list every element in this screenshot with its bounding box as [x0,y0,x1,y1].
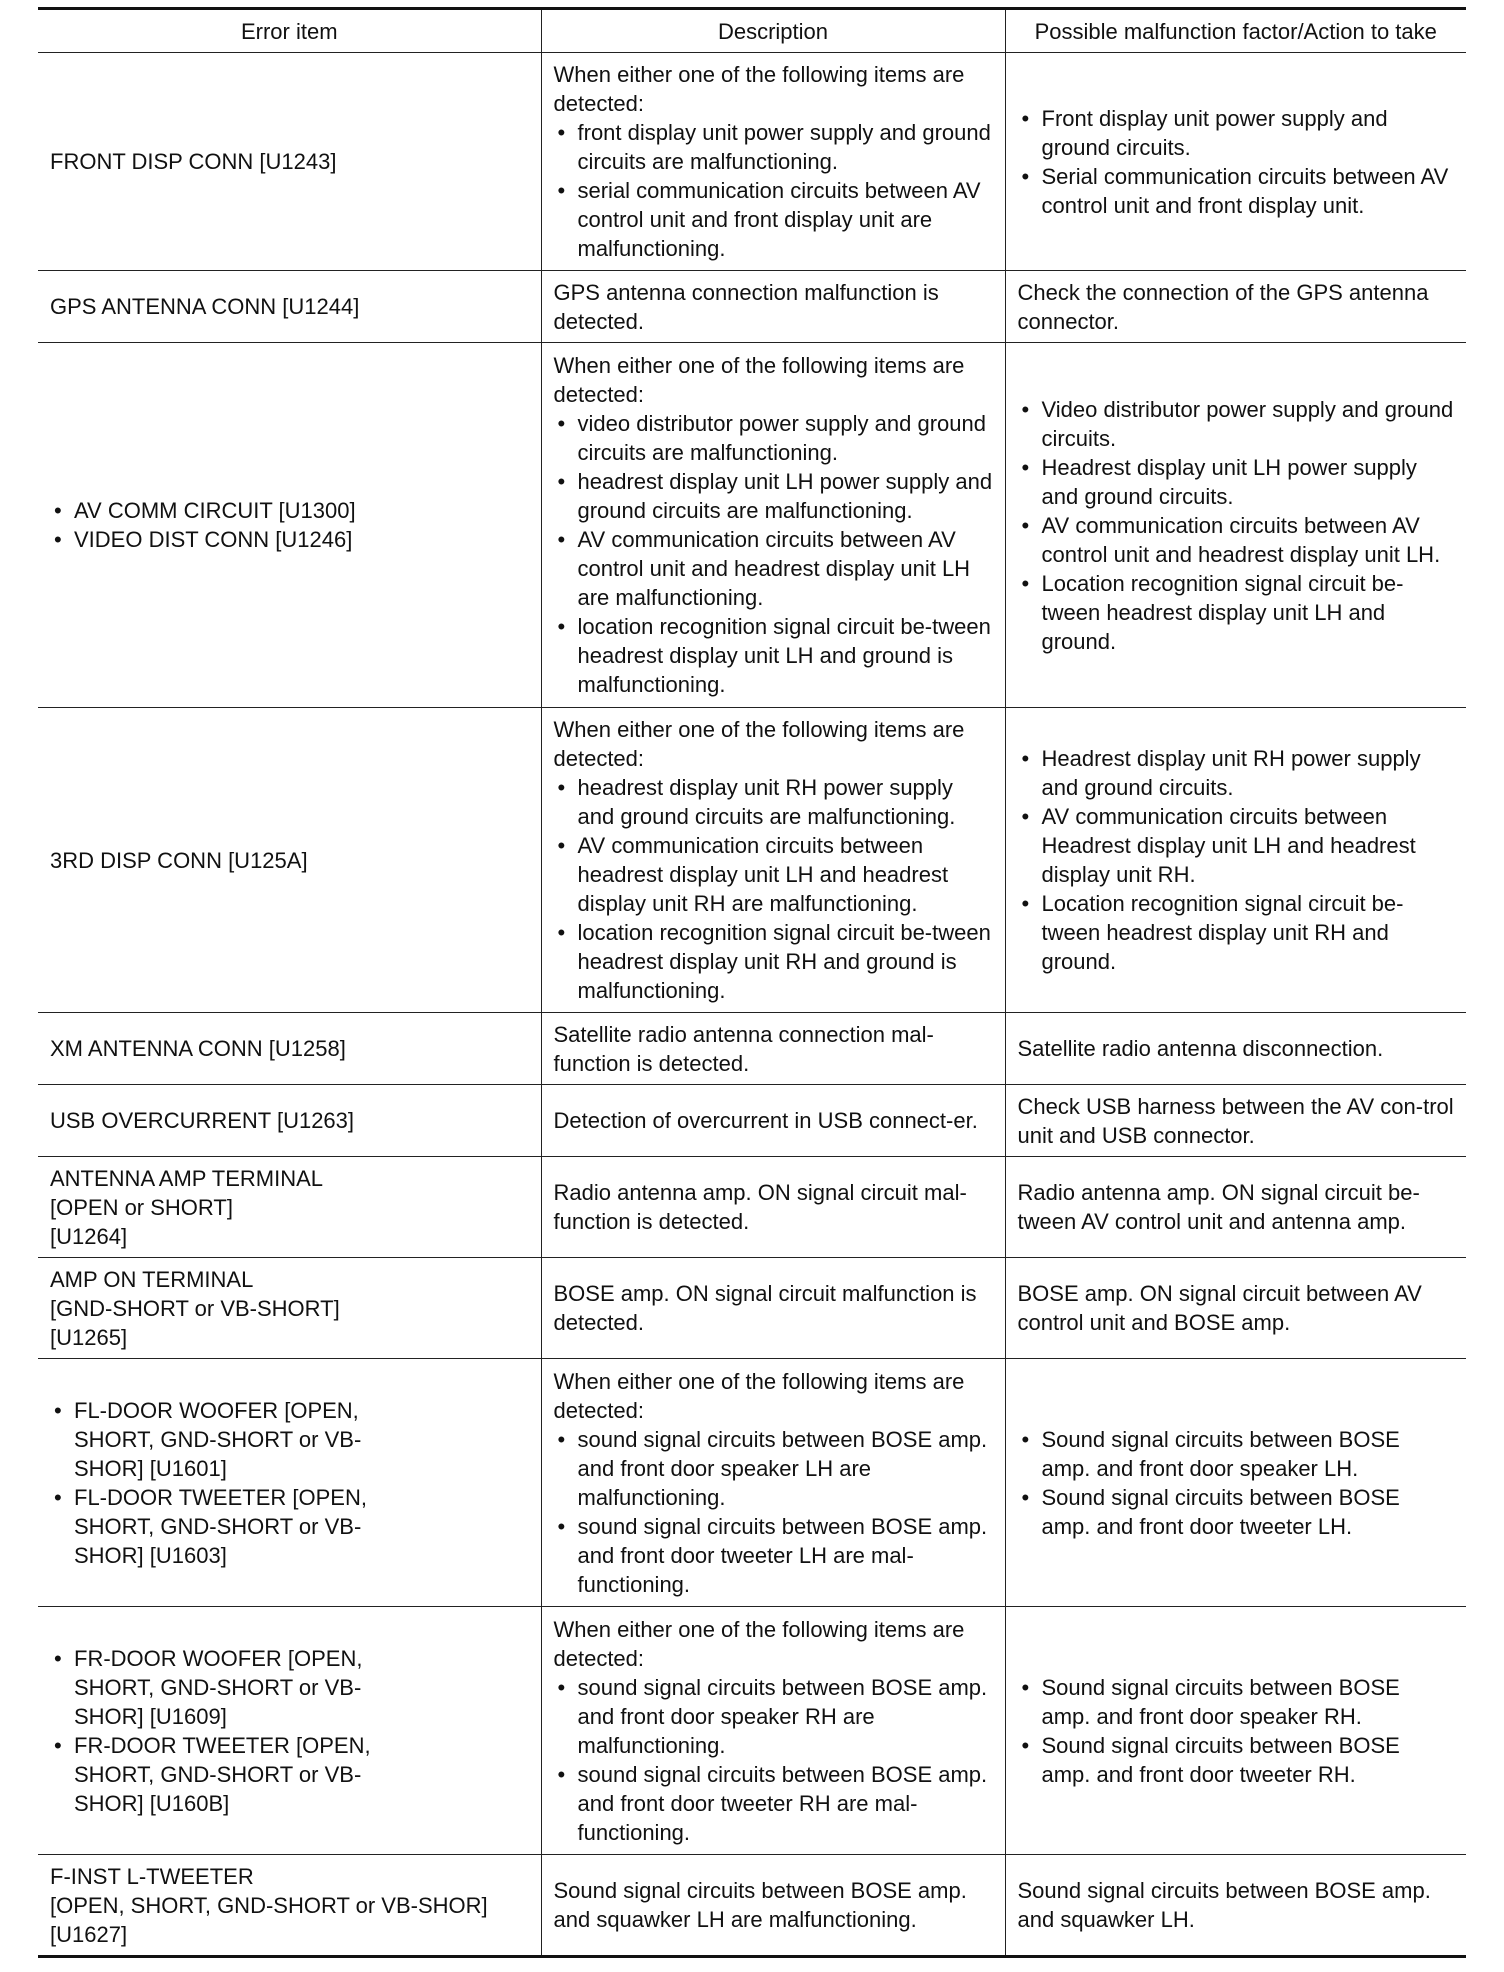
description-text: When either one of the following items are detected: [553,1616,965,1671]
list-item: • FR-DOOR WOOFER [OPEN, SHORT, GND-SHORT or VB-SHOR] [U1609] [50,1644,411,1731]
error-item-line: [U1264] [50,1223,128,1249]
list-item: • Sound signal circuits between BOSE amp. and front door tweeter LH. [1018,1483,1455,1541]
table-row [38,1855,1466,1957]
action-bullets [1018,744,1455,976]
error-item-line: XM ANTENNA CONN [U1258] [50,1036,346,1061]
description-bullets [554,409,993,699]
description-text: GPS antenna connection malfunction is detected. [553,279,939,334]
description-text: Radio antenna amp. ON signal circuit mal-function is detected. [553,1180,967,1234]
description-cell [541,1258,1005,1359]
action-cell [1005,53,1466,271]
list-item: • Video distributor power supply and ground circuits. [1018,395,1455,453]
action-bullets [1018,395,1455,656]
list-item: • sound signal circuits between BOSE amp. and front door speaker LH are malfunctioning. [554,1425,993,1512]
description-cell [541,1359,1005,1607]
description-cell [541,271,1005,343]
error-item-line: F-INST L-TWEETER [50,1863,254,1889]
list-item: • FL-DOOR WOOFER [OPEN, SHORT, GND-SHORT or VB-SHOR] [U1601] [50,1396,411,1483]
action-bullets [1018,1673,1455,1789]
error-item-line: [OPEN or SHORT] [50,1194,233,1220]
list-item: • Serial communication circuits between AV control unit and front display unit. [1018,162,1455,220]
action-cell [1005,1855,1466,1957]
error-item-cell [38,1855,541,1957]
list-item: • Headrest display unit RH power supply and ground circuits. [1018,744,1455,802]
list-item: • Headrest display unit LH power supply and ground circuits. [1018,453,1455,511]
error-item-line: 3RD DISP CONN [U125A] [50,847,308,873]
error-item-cell [38,1359,541,1607]
action-text: Satellite radio antenna disconnection. [1017,1036,1384,1061]
error-item-cell [38,1085,541,1157]
error-item-table [38,7,1466,1958]
action-cell [1005,271,1466,343]
list-item: • AV communication circuits between headrest display unit LH and headrest display unit RH are malfunctioning. [554,831,993,918]
action-bullets [1018,1425,1455,1541]
description-cell [541,1157,1005,1258]
description-cell [541,708,1005,1013]
description-text: Detection of overcurrent in USB connect-er. [553,1108,978,1133]
list-item: • Sound signal circuits between BOSE amp. and front door tweeter RH. [1018,1731,1455,1789]
list-item: • Location recognition signal circuit be-tween headrest display unit LH and ground. [1018,569,1455,656]
error-item-cell [38,1258,541,1359]
description-text: When either one of the following items are detected: [553,62,965,116]
list-item: • sound signal circuits between BOSE amp. and front door speaker RH are malfunctioning. [554,1673,993,1760]
list-item: • Location recognition signal circuit be-tween headrest display unit RH and ground. [1018,889,1455,976]
table-row [38,1085,1466,1157]
error-item-cell [38,708,541,1013]
error-item-bullets [50,1644,411,1818]
description-bullets [554,118,993,263]
error-item-cell [38,1157,541,1258]
action-cell [1005,1013,1466,1085]
description-text: BOSE amp. ON signal circuit malfunction is detected. [553,1281,977,1335]
error-item-line: AMP ON TERMINAL [50,1266,254,1292]
action-cell [1005,1607,1466,1855]
list-item: • AV COMM CIRCUIT [U1300] [50,496,529,525]
error-item-line: USB OVERCURRENT [U1263] [50,1108,355,1133]
table-row [38,271,1466,343]
header-action: Possible malfunction factor/Action to take [1005,9,1466,53]
description-text: When either one of the following items are detected: [553,353,965,407]
list-item: • front display unit power supply and ground circuits are malfunctioning. [554,118,993,176]
description-bullets [554,1425,993,1599]
error-item-bullets [50,496,529,554]
list-item: • headrest display unit RH power supply and ground circuits are malfunctioning. [554,773,993,831]
table-row [38,1157,1466,1258]
list-item: • video distributor power supply and ground circuits are malfunctioning. [554,409,993,467]
table-row [38,1013,1466,1085]
description-cell [541,53,1005,271]
description-cell [541,1855,1005,1957]
error-item-bullets [50,1396,411,1570]
table-body [38,53,1466,1957]
list-item: • headrest display unit LH power supply and ground circuits are malfunctioning. [554,467,993,525]
table-row [38,1359,1466,1607]
error-item-line: [U1265] [50,1324,128,1350]
list-item: • AV communication circuits between AV control unit and headrest display unit LH. [1018,511,1455,569]
action-text: Radio antenna amp. ON signal circuit be-tween AV control unit and antenna amp. [1017,1180,1420,1234]
header-description: Description [541,9,1005,53]
description-cell [541,1607,1005,1855]
table-header-row [38,9,1466,53]
list-item: • AV communication circuits between Headrest display unit LH and headrest display unit RH. [1018,802,1455,889]
table-row [38,1607,1466,1855]
error-item-line: GPS ANTENNA CONN [U1244] [50,294,360,319]
description-text: Satellite radio antenna connection mal-function is detected. [553,1021,934,1076]
table-row [38,343,1466,708]
action-text: Check the connection of the GPS antenna connector. [1017,279,1429,334]
action-text: BOSE amp. ON signal circuit between AV control unit and BOSE amp. [1017,1281,1422,1335]
description-text: When either one of the following items are detected: [553,1368,965,1423]
description-text: Sound signal circuits between BOSE amp. and squawker LH are malfunctioning. [553,1878,967,1932]
list-item: • Sound signal circuits between BOSE amp. and front door speaker RH. [1018,1673,1455,1731]
list-item: • sound signal circuits between BOSE amp. and front door tweeter LH are mal-functioning. [554,1512,993,1599]
action-text: Sound signal circuits between BOSE amp. and squawker LH. [1017,1878,1431,1932]
list-item: • FL-DOOR TWEETER [OPEN, SHORT, GND-SHORT or VB-SHOR] [U1603] [50,1483,411,1570]
action-text: Check USB harness between the AV con-trol unit and USB connector. [1017,1093,1454,1148]
list-item: • Sound signal circuits between BOSE amp. and front door speaker LH. [1018,1425,1455,1483]
error-item-cell [38,343,541,708]
table-row [38,708,1466,1013]
action-bullets [1018,104,1455,220]
action-cell [1005,1359,1466,1607]
description-bullets [554,1673,993,1847]
error-item-line: ANTENNA AMP TERMINAL [50,1165,324,1191]
error-item-cell [38,1607,541,1855]
list-item: • sound signal circuits between BOSE amp. and front door tweeter RH are mal-functioning. [554,1760,993,1847]
action-cell [1005,1157,1466,1258]
error-item-cell [38,271,541,343]
description-cell [541,1085,1005,1157]
error-item-cell [38,1013,541,1085]
list-item: • location recognition signal circuit be-tween headrest display unit RH and ground is malfunctioning. [554,918,993,1005]
action-cell [1005,343,1466,708]
error-item-line: [GND-SHORT or VB-SHORT] [50,1295,340,1321]
error-item-line: [OPEN, SHORT, GND-SHORT or VB-SHOR] [50,1892,488,1918]
list-item: • location recognition signal circuit be-tween headrest display unit LH and ground is malfunctioning. [554,612,993,699]
list-item: • AV communication circuits between AV control unit and headrest display unit LH are malfunctioning. [554,525,993,612]
error-item-cell [38,53,541,271]
action-cell [1005,708,1466,1013]
error-item-line: FRONT DISP CONN [U1243] [50,149,337,174]
list-item: • VIDEO DIST CONN [U1246] [50,525,529,554]
table-row [38,1258,1466,1359]
action-cell [1005,1258,1466,1359]
list-item: • serial communication circuits between AV control unit and front display unit are malfunctioning. [554,176,993,263]
description-cell [541,1013,1005,1085]
description-cell [541,343,1005,708]
description-bullets [554,773,993,1005]
error-item-line: [U1627] [50,1921,128,1947]
list-item: • Front display unit power supply and ground circuits. [1018,104,1455,162]
list-item: • FR-DOOR TWEETER [OPEN, SHORT, GND-SHORT or VB-SHOR] [U160B] [50,1731,411,1818]
header-error-item: Error item [38,9,541,53]
table-row [38,53,1466,271]
action-cell [1005,1085,1466,1157]
description-text: When either one of the following items are detected: [553,717,965,771]
